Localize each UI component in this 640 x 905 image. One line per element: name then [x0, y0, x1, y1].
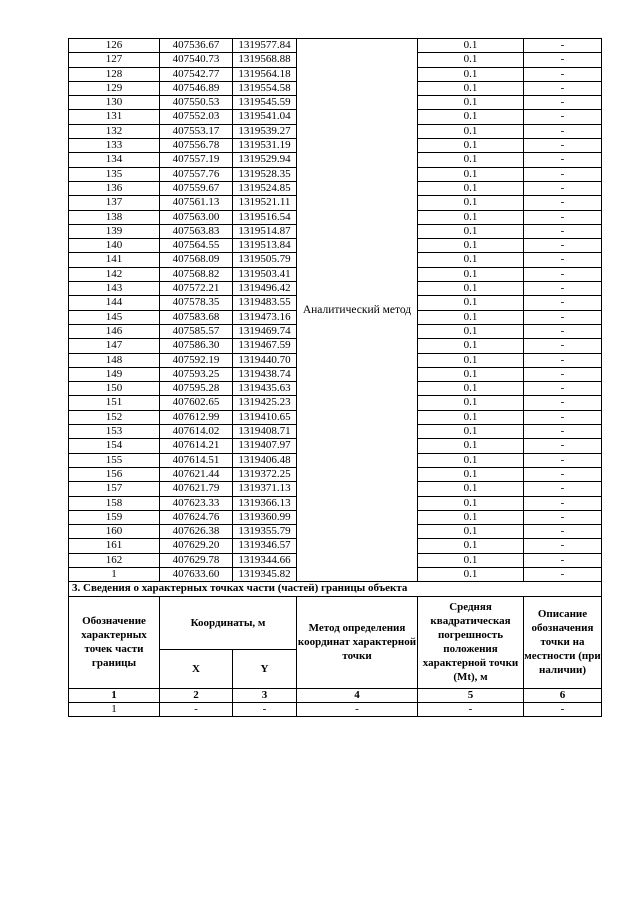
cell-x: 407623.33 [160, 496, 233, 510]
cell-method: - [297, 702, 418, 716]
cell-description: - [524, 410, 602, 424]
cell-point-number: 162 [69, 553, 160, 567]
cell-mt: 0.1 [418, 110, 524, 124]
cell-y: 1319467.59 [233, 339, 297, 353]
cell-point-number: 137 [69, 196, 160, 210]
cell-mt: 0.1 [418, 567, 524, 581]
cell-description: - [524, 539, 602, 553]
cell-x: 407614.02 [160, 425, 233, 439]
cell-y: 1319568.88 [233, 53, 297, 67]
header-coordinates: Координаты, м [160, 596, 297, 649]
cell-x: 407595.28 [160, 382, 233, 396]
cell-description: - [524, 324, 602, 338]
cell-x: - [160, 702, 233, 716]
cell-mt: 0.1 [418, 282, 524, 296]
cell-description: - [524, 439, 602, 453]
cell-description: - [524, 453, 602, 467]
cell-mt: 0.1 [418, 539, 524, 553]
cell-mt: 0.1 [418, 81, 524, 95]
cell-point-number: 143 [69, 282, 160, 296]
cell-y: - [233, 702, 297, 716]
cell-y: 1319440.70 [233, 353, 297, 367]
cell-point-number: 138 [69, 210, 160, 224]
column-number-6: 6 [524, 688, 602, 702]
cell-y: 1319516.54 [233, 210, 297, 224]
cell-y: 1319425.23 [233, 396, 297, 410]
cell-mt: 0.1 [418, 339, 524, 353]
cell-x: 407593.25 [160, 367, 233, 381]
cell-description: - [524, 467, 602, 481]
cell-x: 407629.20 [160, 539, 233, 553]
cell-y: 1319529.94 [233, 153, 297, 167]
cell-point-number: 160 [69, 525, 160, 539]
cell-x: 407542.77 [160, 67, 233, 81]
cell-x: 407624.76 [160, 510, 233, 524]
cell-mt: 0.1 [418, 382, 524, 396]
cell-description: - [524, 425, 602, 439]
cell-y: 1319483.55 [233, 296, 297, 310]
cell-point-number: 128 [69, 67, 160, 81]
column-number-1: 1 [69, 688, 160, 702]
cell-mt: 0.1 [418, 467, 524, 481]
cell-point-number: 140 [69, 239, 160, 253]
cell-x: 407546.89 [160, 81, 233, 95]
column-number-3: 3 [233, 688, 297, 702]
section3-body [69, 582, 602, 717]
cell-point-number: 146 [69, 324, 160, 338]
cell-y: 1319531.19 [233, 139, 297, 153]
cell-point-number: 161 [69, 539, 160, 553]
cell-x: 407563.00 [160, 210, 233, 224]
column-number-2: 2 [160, 688, 233, 702]
cell-description: - [524, 267, 602, 281]
cell-y: 1319554.58 [233, 81, 297, 95]
cell-mt: 0.1 [418, 196, 524, 210]
cell-y: 1319435.63 [233, 382, 297, 396]
cell-x: 407592.19 [160, 353, 233, 367]
cell-mt: 0.1 [418, 525, 524, 539]
cell-point-number: 130 [69, 96, 160, 110]
cell-mt: 0.1 [418, 124, 524, 138]
cell-y: 1319541.04 [233, 110, 297, 124]
cell-y: 1319345.82 [233, 567, 297, 581]
cell-x: 407557.19 [160, 153, 233, 167]
cell-mt: 0.1 [418, 425, 524, 439]
cell-y: 1319539.27 [233, 124, 297, 138]
cell-description: - [524, 702, 602, 716]
cell-description: - [524, 224, 602, 238]
cell-description: - [524, 239, 602, 253]
section3-title: 3. Сведения о характерных точках части (частей) границы объекта [69, 582, 602, 596]
cell-y: 1319564.18 [233, 67, 297, 81]
cell-description: - [524, 53, 602, 67]
cell-x: 407552.03 [160, 110, 233, 124]
cell-y: 1319469.74 [233, 324, 297, 338]
cell-y: 1319528.35 [233, 167, 297, 181]
cell-description: - [524, 353, 602, 367]
cell-x: 407561.13 [160, 196, 233, 210]
cell-mt: 0.1 [418, 296, 524, 310]
cell-x: 407536.67 [160, 39, 233, 53]
cell-point-number: 142 [69, 267, 160, 281]
cell-y: 1319577.84 [233, 39, 297, 53]
cell-y: 1319503.41 [233, 267, 297, 281]
cell-description: - [524, 253, 602, 267]
cell-x: 407621.79 [160, 482, 233, 496]
cell-x: 407583.68 [160, 310, 233, 324]
cell-point-number: 158 [69, 496, 160, 510]
cell-point-number: 132 [69, 124, 160, 138]
cell-x: 407621.44 [160, 467, 233, 481]
cell-x: 407602.65 [160, 396, 233, 410]
cell-point-number: 133 [69, 139, 160, 153]
cell-point-number: 127 [69, 53, 160, 67]
cell-point-number: 153 [69, 425, 160, 439]
cell-x: 407553.17 [160, 124, 233, 138]
cell-description: - [524, 139, 602, 153]
method-cell: Аналитический метод [297, 39, 418, 582]
cell-description: - [524, 96, 602, 110]
cell-point-number: 149 [69, 367, 160, 381]
cell-x: 407572.21 [160, 282, 233, 296]
cell-mt: 0.1 [418, 482, 524, 496]
cell-point-number: 145 [69, 310, 160, 324]
cell-description: - [524, 196, 602, 210]
cell-x: 407556.78 [160, 139, 233, 153]
cell-point-number: 151 [69, 396, 160, 410]
cell-point-number: 1 [69, 567, 160, 581]
cell-y: 1319521.11 [233, 196, 297, 210]
cell-description: - [524, 124, 602, 138]
cell-mt: 0.1 [418, 39, 524, 53]
cell-x: 407633.60 [160, 567, 233, 581]
cell-point-number: 135 [69, 167, 160, 181]
cell-description: - [524, 367, 602, 381]
cell-y: 1319407.97 [233, 439, 297, 453]
cell-y: 1319406.48 [233, 453, 297, 467]
cell-description: - [524, 39, 602, 53]
cell-description: - [524, 210, 602, 224]
cell-description: - [524, 81, 602, 95]
header-point-designation: Обозначение характерных точек части границы [69, 596, 160, 688]
cell-y: 1319360.99 [233, 510, 297, 524]
cell-x: 407586.30 [160, 339, 233, 353]
cell-x: 407568.09 [160, 253, 233, 267]
cell-y: 1319372.25 [233, 467, 297, 481]
cell-description: - [524, 167, 602, 181]
header-y: Y [233, 649, 297, 688]
cell-y: 1319366.13 [233, 496, 297, 510]
cell-mt: - [418, 702, 524, 716]
cell-point-number: 129 [69, 81, 160, 95]
cell-mt: 0.1 [418, 396, 524, 410]
table-row [69, 39, 602, 53]
cell-mt: 0.1 [418, 181, 524, 195]
cell-y: 1319496.42 [233, 282, 297, 296]
cell-point-number: 157 [69, 482, 160, 496]
cell-x: 407550.53 [160, 96, 233, 110]
cell-x: 407564.55 [160, 239, 233, 253]
cell-y: 1319410.65 [233, 410, 297, 424]
cell-mt: 0.1 [418, 553, 524, 567]
cell-point-number: 141 [69, 253, 160, 267]
cell-point-number: 144 [69, 296, 160, 310]
cell-mt: 0.1 [418, 253, 524, 267]
cell-mt: 0.1 [418, 324, 524, 338]
column-number-5: 5 [418, 688, 524, 702]
cell-point-number: 136 [69, 181, 160, 195]
cell-mt: 0.1 [418, 153, 524, 167]
cell-point-number: 131 [69, 110, 160, 124]
cell-description: - [524, 310, 602, 324]
cell-point-number: 159 [69, 510, 160, 524]
cell-x: 407614.51 [160, 453, 233, 467]
cell-y: 1319505.79 [233, 253, 297, 267]
cell-description: - [524, 525, 602, 539]
cell-mt: 0.1 [418, 410, 524, 424]
cell-mt: 0.1 [418, 496, 524, 510]
cell-point-number: 126 [69, 39, 160, 53]
cell-mt: 0.1 [418, 453, 524, 467]
cell-mt: 0.1 [418, 224, 524, 238]
cell-description: - [524, 282, 602, 296]
cell-y: 1319514.87 [233, 224, 297, 238]
cell-y: 1319346.57 [233, 539, 297, 553]
cell-y: 1319408.71 [233, 425, 297, 439]
header-x: X [160, 649, 233, 688]
header-mt: Средняя квадратическая погрешность положения характерной точки (Mt), м [418, 596, 524, 688]
column-number-4: 4 [297, 688, 418, 702]
cell-mt: 0.1 [418, 167, 524, 181]
cell-point-number: 152 [69, 410, 160, 424]
header-description: Описание обозначения точки на местности (при наличии) [524, 596, 602, 688]
cell-y: 1319545.59 [233, 96, 297, 110]
document-page [68, 38, 601, 717]
cell-x: 407585.57 [160, 324, 233, 338]
cell-description: - [524, 181, 602, 195]
cell-description: - [524, 396, 602, 410]
cell-y: 1319355.79 [233, 525, 297, 539]
cell-x: 407557.76 [160, 167, 233, 181]
cell-mt: 0.1 [418, 367, 524, 381]
cell-x: 407563.83 [160, 224, 233, 238]
cell-point: 1 [69, 702, 160, 716]
cell-description: - [524, 482, 602, 496]
cell-mt: 0.1 [418, 96, 524, 110]
cell-description: - [524, 67, 602, 81]
cell-point-number: 148 [69, 353, 160, 367]
cell-y: 1319371.13 [233, 482, 297, 496]
cell-x: 407614.21 [160, 439, 233, 453]
header-method: Метод определения координат характерной точки [297, 596, 418, 688]
cell-mt: 0.1 [418, 267, 524, 281]
cell-point-number: 154 [69, 439, 160, 453]
cell-description: - [524, 553, 602, 567]
cell-point-number: 139 [69, 224, 160, 238]
cell-description: - [524, 110, 602, 124]
cell-y: 1319473.16 [233, 310, 297, 324]
cell-mt: 0.1 [418, 439, 524, 453]
cell-mt: 0.1 [418, 510, 524, 524]
cell-mt: 0.1 [418, 67, 524, 81]
cell-mt: 0.1 [418, 210, 524, 224]
cell-description: - [524, 496, 602, 510]
cell-y: 1319524.85 [233, 181, 297, 195]
coordinates-table [68, 38, 602, 717]
points-table-body [69, 39, 602, 582]
cell-point-number: 150 [69, 382, 160, 396]
cell-point-number: 147 [69, 339, 160, 353]
cell-x: 407559.67 [160, 181, 233, 195]
cell-mt: 0.1 [418, 239, 524, 253]
cell-x: 407629.78 [160, 553, 233, 567]
cell-point-number: 156 [69, 467, 160, 481]
cell-y: 1319344.66 [233, 553, 297, 567]
cell-y: 1319513.84 [233, 239, 297, 253]
cell-mt: 0.1 [418, 353, 524, 367]
cell-x: 407578.35 [160, 296, 233, 310]
cell-mt: 0.1 [418, 53, 524, 67]
cell-x: 407568.82 [160, 267, 233, 281]
cell-mt: 0.1 [418, 310, 524, 324]
cell-description: - [524, 296, 602, 310]
cell-x: 407626.38 [160, 525, 233, 539]
cell-x: 407540.73 [160, 53, 233, 67]
cell-description: - [524, 153, 602, 167]
cell-x: 407612.99 [160, 410, 233, 424]
cell-mt: 0.1 [418, 139, 524, 153]
cell-y: 1319438.74 [233, 367, 297, 381]
cell-description: - [524, 510, 602, 524]
cell-description: - [524, 382, 602, 396]
cell-point-number: 155 [69, 453, 160, 467]
cell-description: - [524, 567, 602, 581]
cell-description: - [524, 339, 602, 353]
section3-row [69, 702, 602, 716]
cell-point-number: 134 [69, 153, 160, 167]
